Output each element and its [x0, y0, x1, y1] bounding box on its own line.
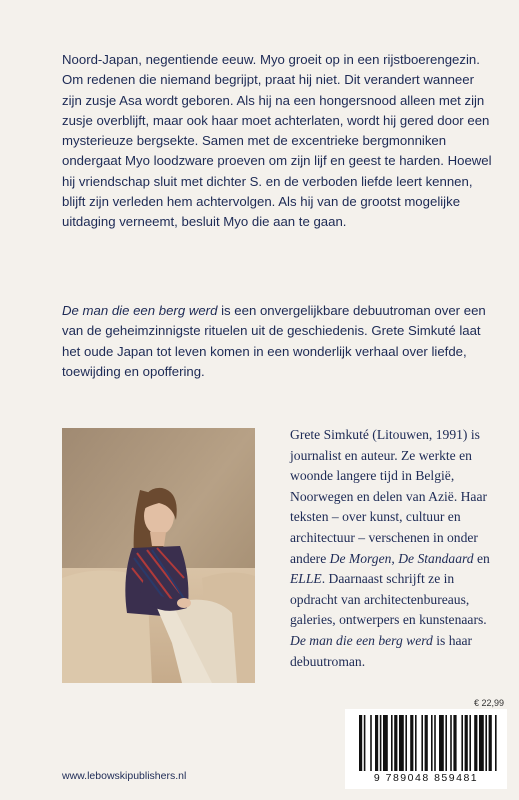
author-bio — [290, 425, 505, 672]
publication-de-morgen: De Morgen — [329, 550, 392, 566]
bio-separator-2: en — [473, 550, 490, 566]
publisher-website[interactable]: www.lebowskipublishers.nl — [62, 770, 187, 782]
barcode-bars — [345, 709, 507, 771]
bio-book-title: De man die een berg werd — [290, 632, 433, 648]
isbn-number: 9 789048 859481 — [373, 772, 479, 784]
blurb-paragraph-2-text: is een onvergelijkbare debuutroman over een van de geheimzinnigste rituelen uit de geschiedenis. Grete Simkuté laat het oude Japan tot leven komen in een wonderlijk verhaal over liefde, toewijding en opoffering. — [62, 303, 486, 379]
publication-elle: ELLE — [290, 571, 322, 587]
publication-de-standaard: De Standaard — [398, 550, 474, 566]
author-photo — [62, 428, 255, 683]
bio-text-1: Grete Simkuté (Litouwen, 1991) is journalist en auteur. Ze werkte en woonde langere tijd in België, Noorwegen en delen van Azië. Haar teksten – over kunst, cultuur en architectuur – verschenen in onder andere — [290, 427, 488, 566]
bio-text-2: . Daarnaast schrijft ze in opdracht van architectenbureaus, galeries, ontwerpers en kunstenaars. — [290, 571, 487, 628]
blurb-paragraph-1: Noord-Japan, negentiende eeuw. Myo groeit op in een rijstboerengezin. Om redenen die niemand begrijpt, praat hij niet. Dit verandert wanneer zijn zusje Asa wordt geboren. Als hij na een hongersnood alleen met zijn zusje overblijft, maar ook haar moet achterlaten, wordt hij gered door een mysterieuze bergsekte. Samen met de excentrieke bergmonniken ondergaat Myo loodzware proeven om zijn lijf en geest te harden. Hoewel hij vriendschap sluit met dichter S. en de verboden liefde leert kennen, blijft zijn verleden hem achtervolgen. Als hij van de grootst mogelijke uitdaging verneemt, besluit Myo die aan te gaan. — [62, 52, 492, 230]
blurb-paragraph-2 — [62, 301, 492, 382]
book-title: De man die een berg werd — [62, 303, 218, 318]
price-label: € 22,99 — [473, 698, 504, 708]
bio-text-3: is haar debuutroman. — [290, 632, 473, 669]
bio-separator-1: , — [391, 550, 399, 566]
